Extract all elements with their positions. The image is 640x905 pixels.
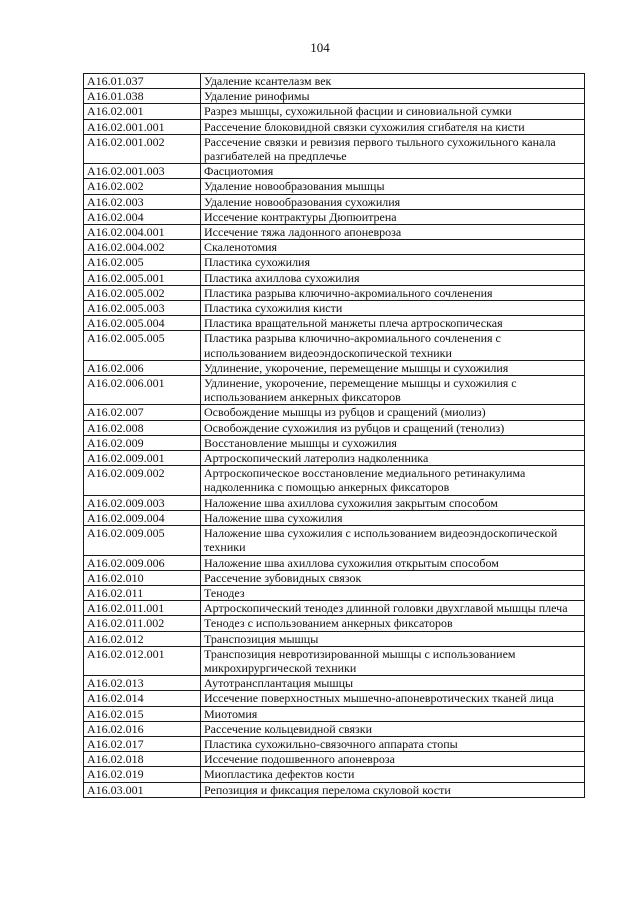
procedure-name: Рассечение блоковидной связки сухожилия сгибателя на кисти: [201, 119, 585, 134]
table-row: [84, 451, 585, 466]
table-row: [84, 119, 585, 134]
table-row: [84, 646, 585, 675]
table-row: [84, 179, 585, 194]
table-row: [84, 104, 585, 119]
procedure-name: Наложение шва ахиллова сухожилия открытым способом: [201, 555, 585, 570]
procedure-code: A16.02.001: [84, 104, 201, 119]
procedure-code: A16.02.009.001: [84, 451, 201, 466]
table-row: [84, 301, 585, 316]
procedure-code: A16.02.009.004: [84, 510, 201, 525]
table-row: [84, 555, 585, 570]
procedure-code: A16.02.005.001: [84, 270, 201, 285]
procedure-code: A16.02.014: [84, 691, 201, 706]
procedure-name: Восстановление мышцы и сухожилия: [201, 435, 585, 450]
table-row: [84, 376, 585, 405]
procedure-name: Скаленотомия: [201, 240, 585, 255]
procedure-code: A16.02.005.003: [84, 301, 201, 316]
procedure-name: Транспозиция невротизированной мышцы с использованием микрохирургической техники: [201, 646, 585, 675]
procedure-code: A16.02.002: [84, 179, 201, 194]
table-row: [84, 721, 585, 736]
procedure-name: Пластика сухожилия кисти: [201, 301, 585, 316]
procedure-code: A16.02.013: [84, 676, 201, 691]
table-row: [84, 270, 585, 285]
table-row: [84, 285, 585, 300]
procedure-name: Удлинение, укорочение, перемещение мышцы и сухожилия с использованием анкерных фиксаторов: [201, 376, 585, 405]
procedure-code: A16.02.009.005: [84, 526, 201, 555]
procedure-name: Удаление новообразования мышцы: [201, 179, 585, 194]
procedure-code: A16.01.038: [84, 89, 201, 104]
procedure-code: A16.02.004.001: [84, 225, 201, 240]
table-row: [84, 316, 585, 331]
procedure-name: Наложение шва сухожилия: [201, 510, 585, 525]
table-row: [84, 691, 585, 706]
procedure-code: A16.02.011.001: [84, 601, 201, 616]
procedure-code: A16.02.012.001: [84, 646, 201, 675]
procedure-name: Пластика вращательной манжеты плеча артроскопическая: [201, 316, 585, 331]
procedure-name: Наложение шва ахиллова сухожилия закрытым способом: [201, 495, 585, 510]
table-row: [84, 225, 585, 240]
procedure-code: A16.02.004: [84, 209, 201, 224]
procedure-code: A16.02.009.006: [84, 555, 201, 570]
procedure-code: A16.02.006: [84, 360, 201, 375]
procedure-code: A16.02.005.004: [84, 316, 201, 331]
procedure-code: A16.02.001.002: [84, 134, 201, 163]
procedure-code: A16.02.005.002: [84, 285, 201, 300]
table-row: [84, 255, 585, 270]
table-row: [84, 752, 585, 767]
table-row: [84, 209, 585, 224]
procedure-name: Наложение шва сухожилия с использованием видеоэндоскопической техники: [201, 526, 585, 555]
table-row: [84, 240, 585, 255]
table-row: [84, 194, 585, 209]
procedure-name: Артроскопический тенодез длинной головки двухглавой мышцы плеча: [201, 601, 585, 616]
table-row: [84, 585, 585, 600]
procedure-code: A16.02.006.001: [84, 376, 201, 405]
page-number: 104: [310, 40, 330, 55]
table-row: [84, 420, 585, 435]
procedure-code: A16.02.004.002: [84, 240, 201, 255]
procedure-name: Удаление новообразования сухожилия: [201, 194, 585, 209]
table-row: [84, 736, 585, 751]
procedure-code: A16.02.009.003: [84, 495, 201, 510]
procedure-name: Освобождение сухожилия из рубцов и сращений (тенолиз): [201, 420, 585, 435]
table-row: [84, 405, 585, 420]
procedure-name: Рассечение зубовидных связок: [201, 570, 585, 585]
table-row: [84, 676, 585, 691]
procedure-code: A16.02.003: [84, 194, 201, 209]
procedure-code: A16.02.005.005: [84, 331, 201, 360]
procedure-name: Пластика разрыва ключично-акромиального сочленения: [201, 285, 585, 300]
procedure-code: A16.02.011.002: [84, 616, 201, 631]
procedure-name: Пластика сухожильно-связочного аппарата стопы: [201, 736, 585, 751]
procedure-code: A16.02.001.001: [84, 119, 201, 134]
procedure-code: A16.02.015: [84, 706, 201, 721]
procedure-name: Пластика сухожилия: [201, 255, 585, 270]
procedure-name: Транспозиция мышцы: [201, 631, 585, 646]
table-row: [84, 526, 585, 555]
table-body: [84, 74, 585, 798]
table-row: [84, 616, 585, 631]
procedure-code: A16.01.037: [84, 74, 201, 89]
table-row: [84, 331, 585, 360]
procedure-name: Репозиция и фиксация перелома скуловой кости: [201, 782, 585, 797]
procedure-name: Удаление ксантелазм век: [201, 74, 585, 89]
procedure-name: Артроскопическое восстановление медиального ретинакулима надколенника с помощью анкерных фиксаторов: [201, 466, 585, 495]
procedure-code: A16.02.016: [84, 721, 201, 736]
table-row: [84, 706, 585, 721]
table-row: [84, 89, 585, 104]
procedure-code: A16.02.009.002: [84, 466, 201, 495]
procedure-name: Рассечение связки и ревизия первого тыльного сухожильного канала разгибателей на предплечье: [201, 134, 585, 163]
procedure-name: Фасциотомия: [201, 164, 585, 179]
procedure-name: Миотомия: [201, 706, 585, 721]
procedure-code: A16.02.001.003: [84, 164, 201, 179]
table-row: [84, 164, 585, 179]
procedure-code: A16.02.009: [84, 435, 201, 450]
table-row: [84, 466, 585, 495]
procedure-codes-table: [83, 73, 585, 798]
procedure-name: Иссечение подошвенного апоневроза: [201, 752, 585, 767]
procedure-code: A16.02.018: [84, 752, 201, 767]
table-row: [84, 435, 585, 450]
procedure-code: A16.03.001: [84, 782, 201, 797]
procedure-name: Артроскопический латеролиз надколенника: [201, 451, 585, 466]
table-row: [84, 510, 585, 525]
table-row: [84, 74, 585, 89]
procedure-name: Тенодез: [201, 585, 585, 600]
procedure-code: A16.02.007: [84, 405, 201, 420]
table-row: [84, 134, 585, 163]
procedure-name: Рассечение кольцевидной связки: [201, 721, 585, 736]
procedure-name: Освобождение мышцы из рубцов и сращений (миолиз): [201, 405, 585, 420]
procedure-code: A16.02.005: [84, 255, 201, 270]
table-row: [84, 767, 585, 782]
procedure-code: A16.02.012: [84, 631, 201, 646]
table-row: [84, 782, 585, 797]
procedure-name: Пластика разрыва ключично-акромиального сочленения с использованием видеоэндоскопической техники: [201, 331, 585, 360]
procedure-name: Иссечение поверхностных мышечно-апоневротических тканей лица: [201, 691, 585, 706]
table-row: [84, 495, 585, 510]
procedure-code: A16.02.011: [84, 585, 201, 600]
table-row: [84, 601, 585, 616]
procedure-code: A16.02.017: [84, 736, 201, 751]
procedure-name: Удаление ринофимы: [201, 89, 585, 104]
table-row: [84, 570, 585, 585]
procedure-name: Иссечение контрактуры Дюпюитрена: [201, 209, 585, 224]
procedure-name: Иссечение тяжа ладонного апоневроза: [201, 225, 585, 240]
procedure-name: Миопластика дефектов кости: [201, 767, 585, 782]
procedure-code: A16.02.010: [84, 570, 201, 585]
table-row: [84, 631, 585, 646]
procedure-name: Тенодез с использованием анкерных фиксаторов: [201, 616, 585, 631]
procedure-name: Аутотрансплантация мышцы: [201, 676, 585, 691]
procedure-name: Разрез мышцы, сухожильной фасции и синовиальной сумки: [201, 104, 585, 119]
procedure-code: A16.02.008: [84, 420, 201, 435]
table-row: [84, 360, 585, 375]
procedure-code: A16.02.019: [84, 767, 201, 782]
procedure-name: Пластика ахиллова сухожилия: [201, 270, 585, 285]
procedure-name: Удлинение, укорочение, перемещение мышцы и сухожилия: [201, 360, 585, 375]
